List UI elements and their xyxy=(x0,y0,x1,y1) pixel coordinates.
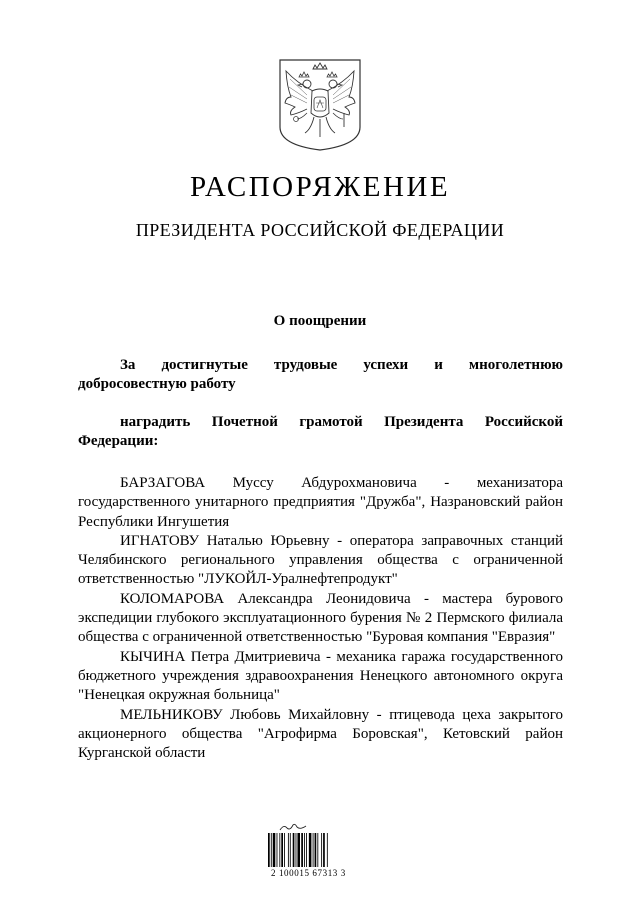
document-subject: О поощрении xyxy=(273,313,367,329)
decision-paragraph: наградить Почетной грамотой Президента Российской Федерации: xyxy=(78,414,563,450)
awardee-item: БАРЗАГОВА Муссу Абдурохмановича - механизатора государственного унитарного предприятия "Дружба", Назрановский район Республики Ингушетия xyxy=(78,475,563,530)
handwritten-signature-icon xyxy=(279,822,307,832)
document-type-title: РАСПОРЯЖЕНИЕ xyxy=(189,171,451,203)
awardee-item: КЫЧИНА Петра Дмитриевича - механика гаража государственного бюджетного учреждения здравоохранения Ненецкого автономного округа "Ненецкая окружная больница" xyxy=(78,648,563,704)
barcode xyxy=(267,822,367,882)
barcode-number: 2 100015 67313 3 xyxy=(271,868,346,878)
awardee-item: ИГНАТОВУ Наталью Юрьевну - оператора заправочных станций Челябинского регионального управления общества с ограниченной ответственностью "ЛУКОЙЛ-Уралнефтепродукт" xyxy=(78,532,563,588)
awardee-list xyxy=(78,474,563,763)
barcode-bars xyxy=(267,833,351,867)
document-issuer: ПРЕЗИДЕНТА РОССИЙСКОЙ ФЕДЕРАЦИИ xyxy=(135,220,505,240)
coat-of-arms-icon xyxy=(277,57,363,153)
awardee-item: КОЛОМАРОВА Александра Леонидовича - мастера бурового экспедиции глубокого эксплуатационного бурения № 2 Пермского филиала общества с ограниченной ответственностью "Буровая компания "Евразия" xyxy=(78,590,563,646)
preamble-paragraph: За достигнутые трудовые успехи и многолетнюю добросовестную работу xyxy=(78,357,563,393)
awardee-item: МЕЛЬНИКОВУ Любовь Михайловну - птицевода цеха закрытого акционерного общества "Агрофирма Боровская", Кетовский район Курганской области xyxy=(78,706,563,762)
